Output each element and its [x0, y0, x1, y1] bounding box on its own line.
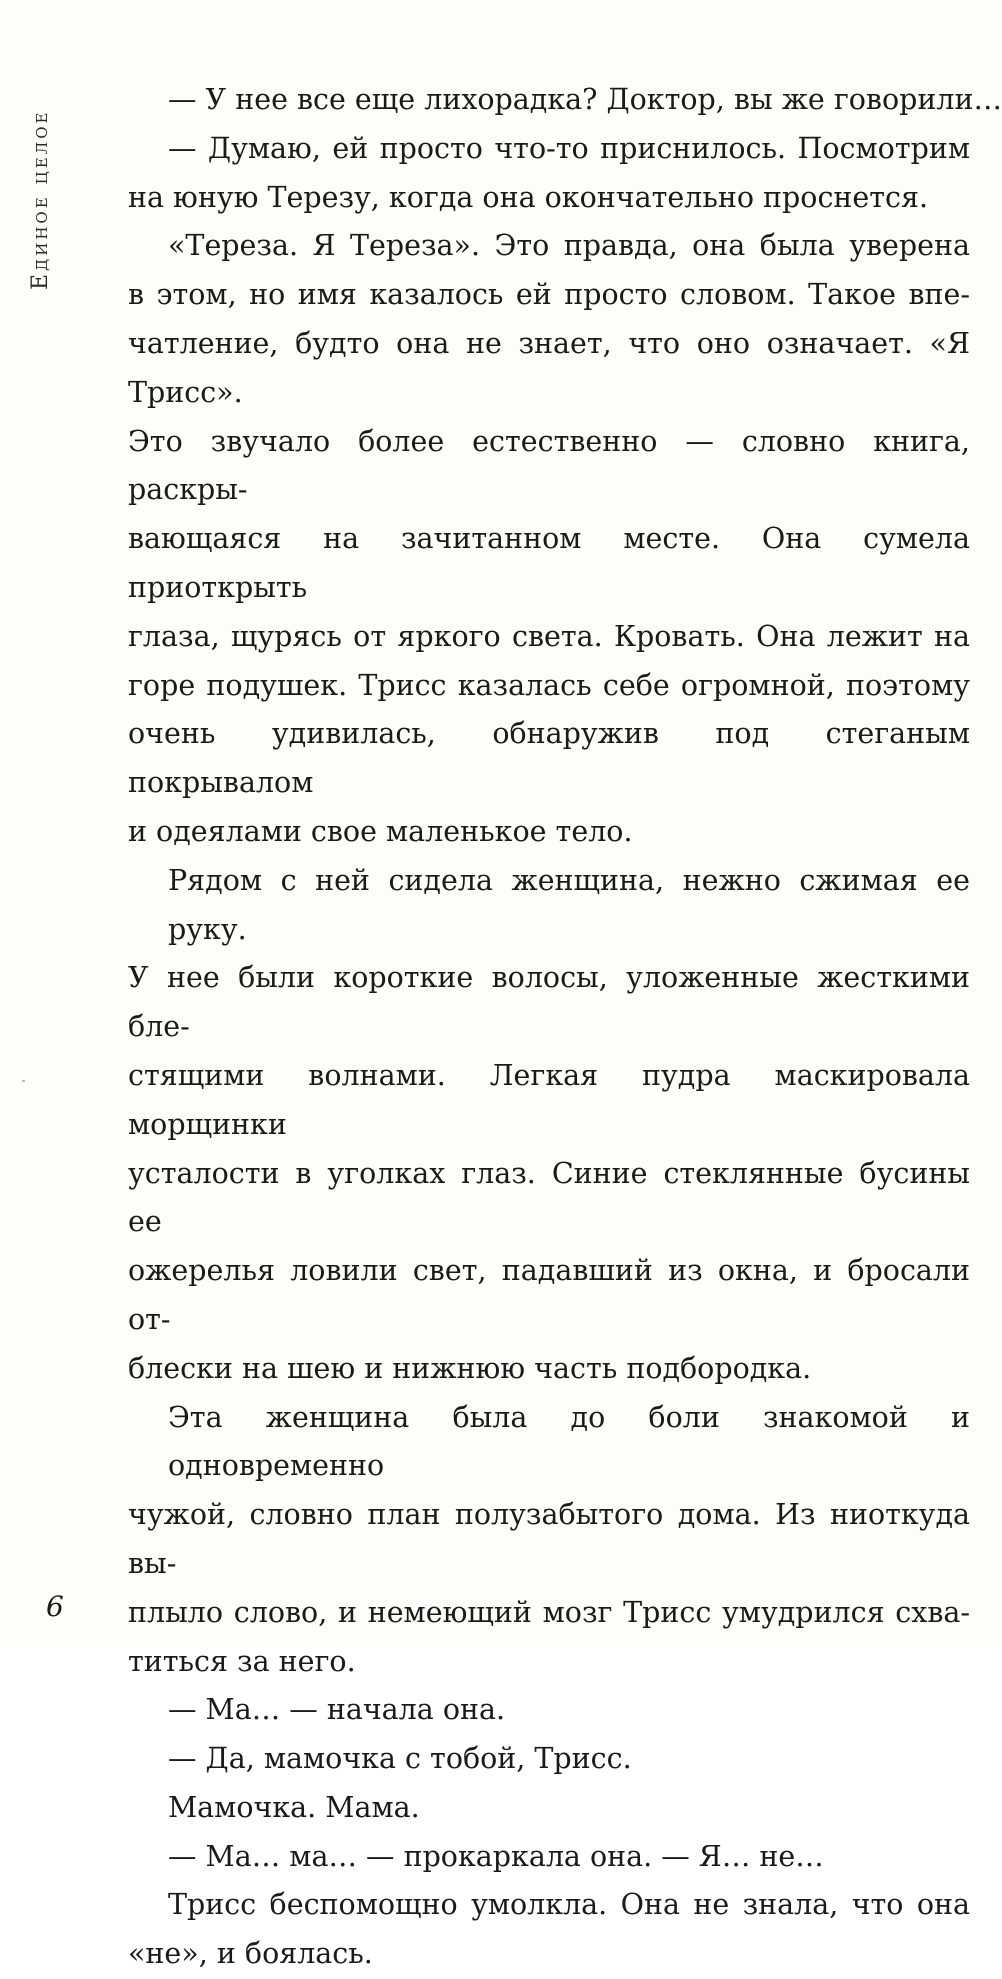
- paragraph-8: [128, 1784, 970, 1833]
- text-line: ожерелья ловили свет, падавший из окна, и бросали от-: [128, 1254, 970, 1336]
- text-line: — У нее все еще лихорадка? Доктор, вы же говорили…: [168, 83, 1002, 116]
- text-line: «Тереза. Я Тереза». Это правда, она была уверена: [168, 229, 970, 263]
- paragraph-9: [128, 1833, 970, 1882]
- text-line: плыло слово, и немеющий мозг Трисс умудрился схва-: [128, 1595, 970, 1629]
- paragraph-7: [128, 1735, 970, 1784]
- text-line: — Думаю, ей просто что-то приснилось. Посмотрим: [168, 131, 970, 165]
- text-line: глаза, щурясь от яркого света. Кровать. Она лежит на: [128, 619, 970, 653]
- text-line: чатление, будто она не знает, что оно означает. «Я Трисс».: [128, 326, 970, 409]
- page-number: 6: [46, 1590, 64, 1623]
- text-line: титься за него.: [128, 1644, 356, 1678]
- text-line: Мамочка. Мама.: [168, 1790, 420, 1824]
- text-line: — Да, мамочка с тобой, Трисс.: [168, 1742, 632, 1776]
- text-line: Рядом с ней сидела женщина, нежно сжимая ее руку.: [168, 863, 970, 946]
- text-line: на юную Терезу, когда она окончательно проснется.: [128, 180, 929, 214]
- paragraph-4: [128, 857, 970, 1394]
- text-line: — Ма… — начала она.: [168, 1693, 506, 1727]
- paragraph-1: [128, 76, 1002, 125]
- text-line: блески на шею и нижнюю часть подбородка.: [128, 1351, 812, 1385]
- text-line: Это звучало более естественно — словно книга, раскры-: [128, 424, 970, 507]
- text-line: очень удивилась, обнаружив под стеганым покрывалом: [128, 717, 970, 800]
- text-line: в этом, но имя казалось ей просто словом. Такое впе-: [128, 278, 970, 312]
- paragraph-5: [128, 1394, 970, 1687]
- text-line: усталости в уголках глаз. Синие стеклянные бусины ее: [128, 1156, 970, 1239]
- text-line: вающаяся на зачитанном месте. Она сумела приоткрыть: [128, 522, 970, 604]
- print-speck: [22, 1080, 25, 1082]
- text-line: «не», и боялась.: [128, 1937, 373, 1971]
- text-line: Эта женщина была до боли знакомой и одновременно: [168, 1400, 970, 1483]
- text-line: стящими волнами. Легкая пудра маскировала морщинки: [128, 1058, 970, 1141]
- text-line: горе подушек. Трисс казалась себе огромной, поэтому: [128, 668, 970, 702]
- body-text: [128, 76, 1002, 1979]
- text-line: чужой, словно план полузабытого дома. Из ниоткуда вы-: [128, 1498, 970, 1580]
- paragraph-6: [128, 1686, 970, 1735]
- text-line: — Ма… ма… — прокаркала она. — Я… не…: [168, 1839, 824, 1873]
- text-line: Трисс беспомощно умолкла. Она не знала, что она: [168, 1888, 970, 1922]
- paragraph-3: [128, 222, 970, 856]
- paragraph-10: [128, 1881, 970, 1979]
- text-line: У нее были короткие волосы, уложенные жесткими бле-: [128, 961, 970, 1044]
- running-head: Единое целое: [28, 109, 53, 291]
- text-line: и одеялами свое маленькое тело.: [128, 814, 633, 848]
- paragraph-2: [128, 125, 970, 223]
